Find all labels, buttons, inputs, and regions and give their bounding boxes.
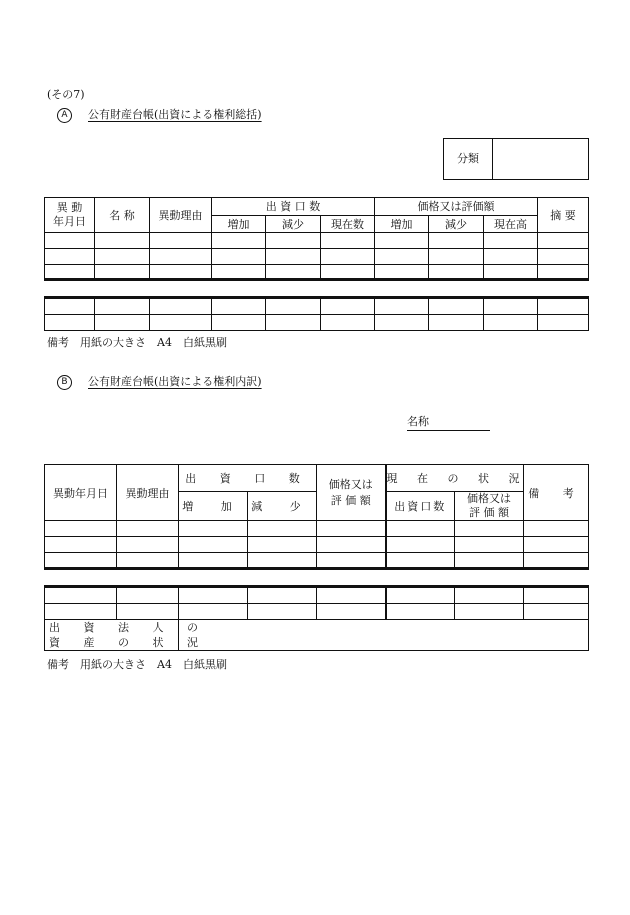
header-date-line1: 異 動: [56, 201, 83, 214]
form-a-table: [44, 197, 589, 281]
classification-box: [443, 138, 589, 180]
circled-b-marker: B: [57, 375, 72, 390]
table-row: [45, 521, 589, 537]
b-footer-line1: 出 資 法 人 の: [49, 621, 208, 634]
form-b-heading: [57, 373, 262, 390]
header-date: [45, 198, 95, 233]
section-number: (その7): [47, 88, 85, 101]
b-header-current-price: [455, 492, 524, 521]
table-row: [45, 315, 589, 331]
b-footer-label: [45, 620, 208, 651]
b-header-investment-units: 出 資 口 数: [179, 465, 317, 492]
header-date-line2: 年月日: [53, 215, 86, 228]
b-header-remarks: 備 考: [524, 465, 589, 521]
circled-a-marker: A: [57, 108, 72, 123]
form-b-table-continued: [44, 587, 589, 651]
b-header-current-price-line2: 評 価 額: [469, 506, 509, 519]
form-b-table: [44, 464, 589, 569]
b-header-current-status: 現 在 の 状 況: [386, 465, 524, 492]
classification-label: 分類: [444, 139, 493, 179]
b-header-current-price-line1: 価格又は: [467, 492, 511, 505]
b-footer-line2: 資 産 の 状 況: [49, 636, 208, 649]
header-investment-units: 出 資 口 数: [212, 198, 375, 216]
b-header-price: [317, 465, 386, 521]
header-increase-2: 増加: [375, 215, 429, 233]
b-header-price-line1: 価格又は: [328, 477, 373, 491]
b-header-current-units: 出資口数: [386, 492, 455, 521]
b-header-date: 異動年月日: [45, 465, 117, 521]
table-row: [45, 537, 589, 553]
form-a-heading: [57, 106, 262, 123]
header-current-count: 現在数: [321, 215, 375, 233]
b-header-reason: 異動理由: [117, 465, 179, 521]
table-row: [45, 249, 589, 265]
b-header-increase: 増 加: [179, 492, 248, 521]
header-price: 価格又は評価額: [375, 198, 538, 216]
form-b-note: 備考 用紙の大きさ A4 白紙黒刷: [47, 658, 227, 671]
table-row: [45, 604, 589, 620]
header-summary: 摘 要: [538, 198, 589, 233]
header-reason: 異動理由: [150, 198, 212, 233]
header-name: 名 称: [95, 198, 150, 233]
form-b-title: 公有財産台帳(出資による権利内訳): [88, 375, 262, 388]
form-b-name-field: [407, 413, 490, 431]
b-header-price-line2: 評 価 額: [330, 493, 371, 507]
classification-value: [493, 139, 588, 179]
table-row: [45, 233, 589, 249]
header-decrease-2: 減少: [429, 215, 484, 233]
form-a-note: 備考 用紙の大きさ A4 白紙黒刷: [47, 336, 227, 349]
form-b-name-label: 名称: [407, 415, 429, 428]
table-break-line: [44, 567, 589, 570]
header-current-amount: 現在高: [484, 215, 538, 233]
table-break-line: [44, 278, 589, 281]
header-increase: 増加: [212, 215, 266, 233]
table-row: [45, 299, 589, 315]
b-header-decrease: 減 少: [248, 492, 317, 521]
b-footer-value: [179, 620, 589, 651]
table-row: [45, 588, 589, 604]
header-decrease: 減少: [266, 215, 321, 233]
form-a-table-continued: [44, 298, 589, 331]
form-a-title: 公有財産台帳(出資による権利総括): [88, 108, 262, 121]
